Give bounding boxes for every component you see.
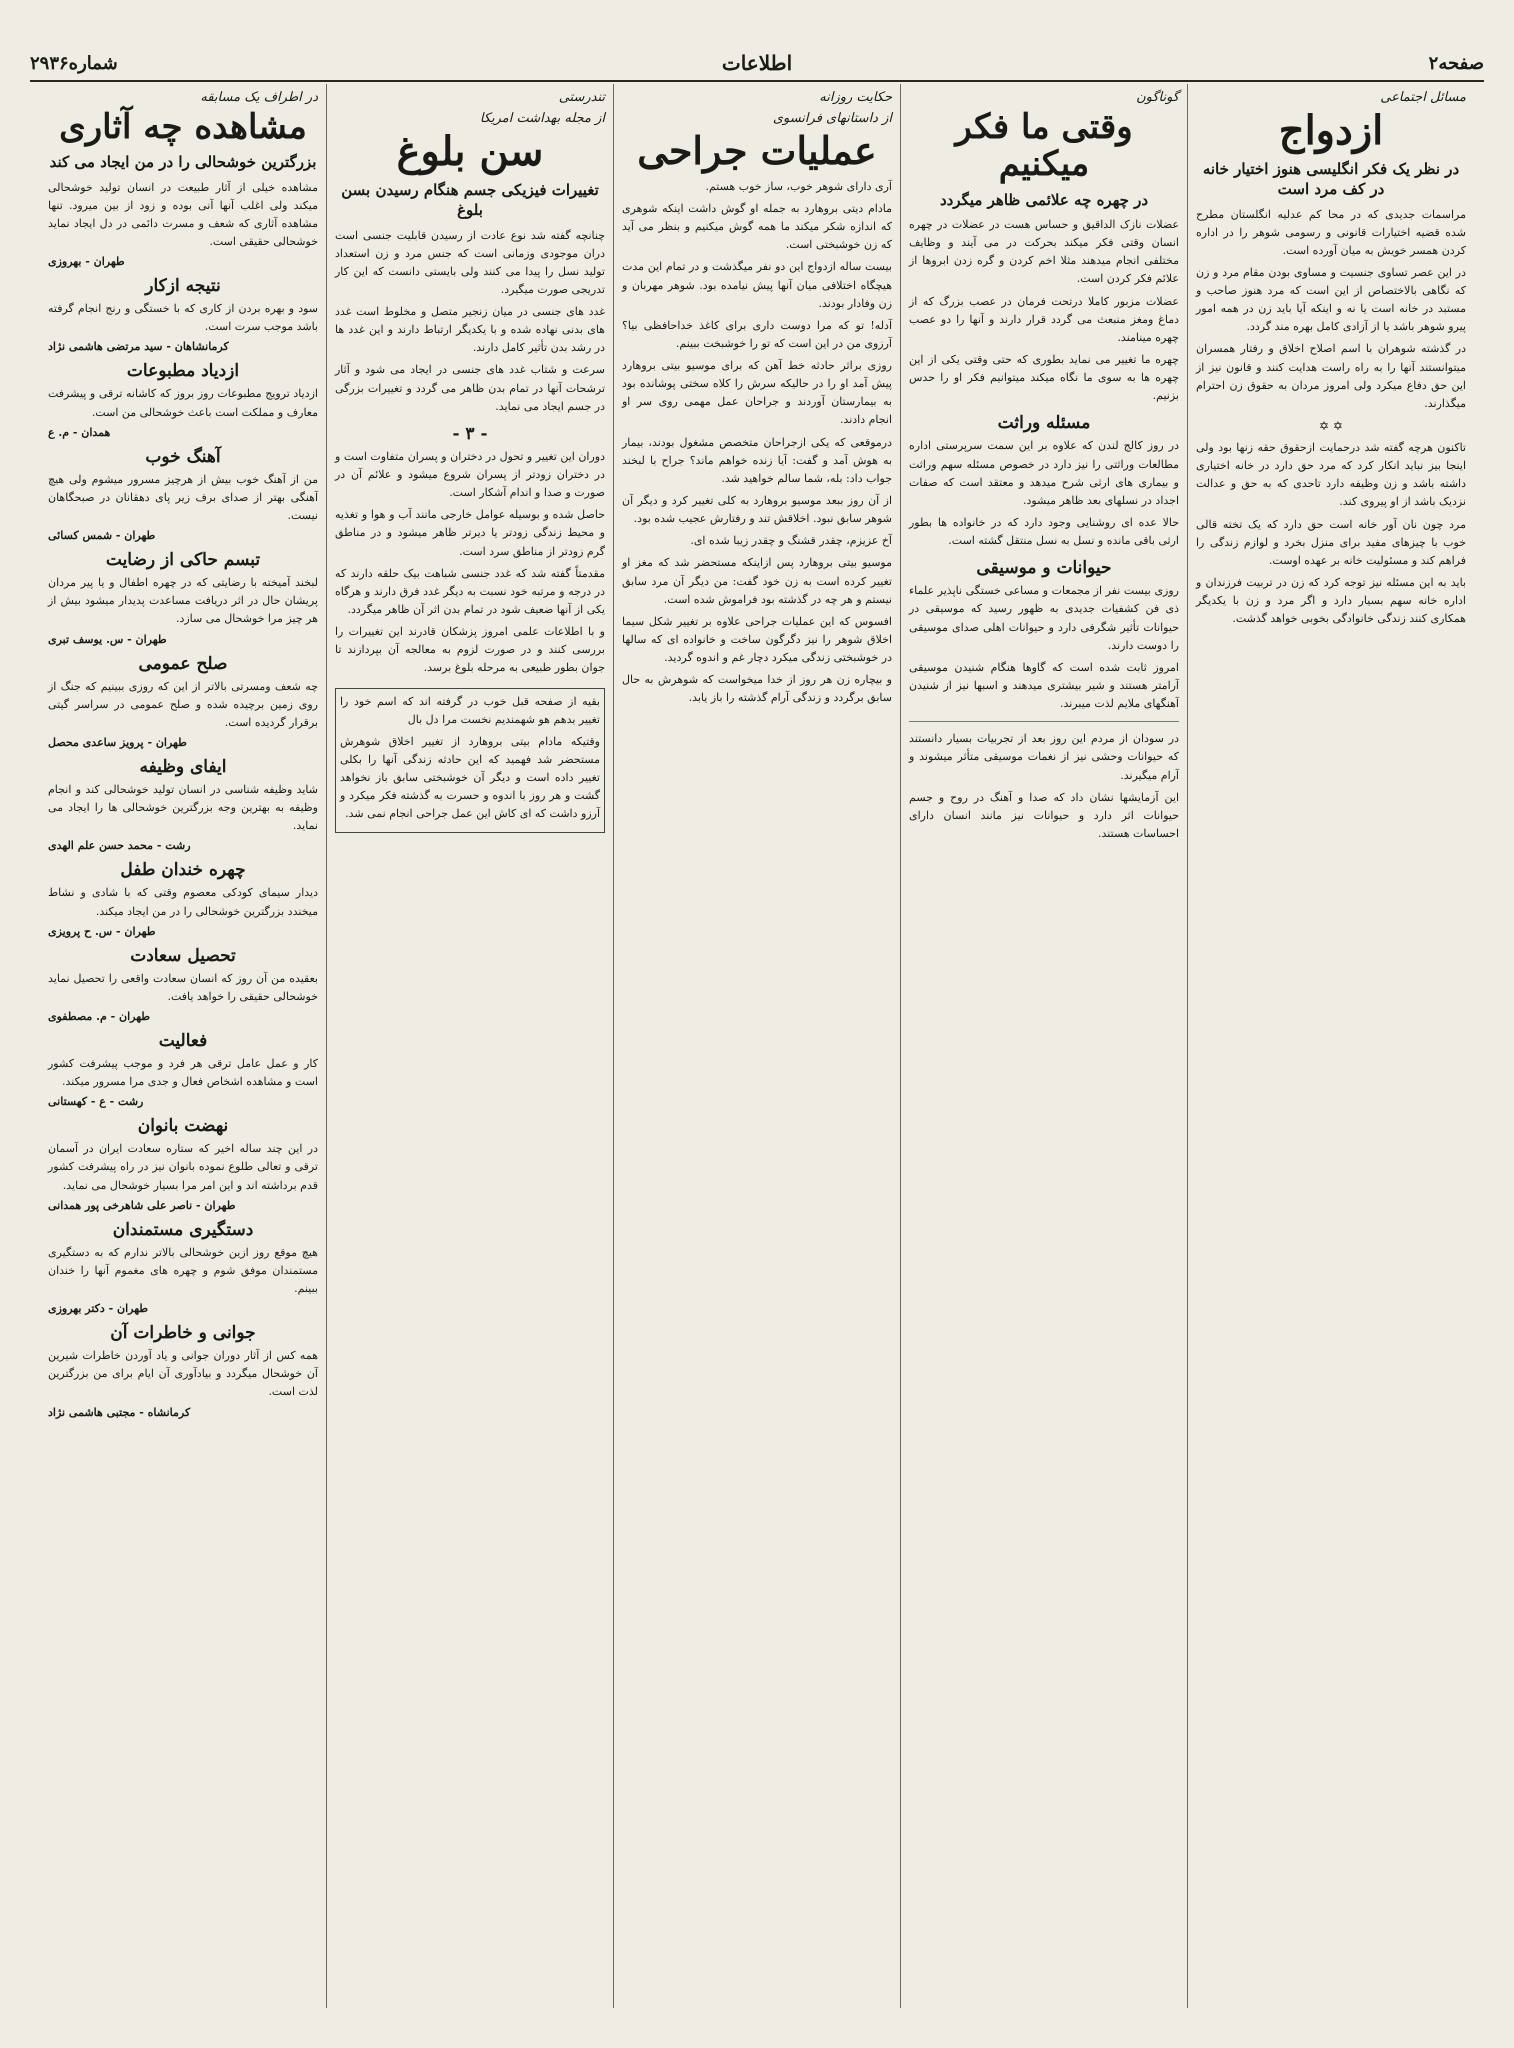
paragraph: افسوس که این عملیات جراحی علاوه بر تغییر شکل سیما اخلاق شوهر را نیز دگرگون ساخت و خانواده ای که سالها در خوشبختی زندگی میکرد دچار غم و اندوه گردید. (622, 614, 892, 665)
paragraph: روزی بیست نفر از مجمعات و مساعی خستگی ناپذیر علماء ذی فن کشفیات جدیدی به ظهور رسید که موسیقی در حیوانات تأثیر شگرفی دارد و حیوانات اهلی صدای موسیقی را دوست دارند. (909, 584, 1179, 652)
paragraph: امروز ثابت شده است که گاوها هنگام شنیدن موسیقی آرامتر هستند و شیر بیشتری میدهند و اسبها نیز از شنیدن آهنگهای ملایم لذت میبرند. (909, 660, 1179, 711)
paragraph: چهره ما تغییر می نماید بطوری که حتی وقتی یکی از این چهره ها به سوی ما نگاه میکند میتوانیم فکر او را حدس بزنیم. (909, 353, 1179, 403)
signature: همدان - م. ع (48, 425, 111, 439)
paragraph: در سودان از مردم این روز بعد از تجربیات بسیار دانستند که حیوانات وحشی نیز از نغمات موسیقی متأثر میشوند و آرام میگیرند. (909, 732, 1179, 782)
section-heading: تحصیل سعادت (130, 945, 236, 966)
part-number: - ۳ - (452, 423, 488, 444)
section-kicker: تندرستی (558, 90, 605, 105)
column-surgery (613, 84, 900, 2008)
article-subtitle: تغییرات فیزیکی جسم هنگام رسیدن بسن بلوغ (341, 181, 599, 220)
paragraph: این آزمایشها نشان داد که صدا و آهنگ در روح و جسم حیوانات اثر دارد و حیوانات نیز مانند انسان دارای احساسات هستند. (909, 790, 1179, 840)
section-heading: ازدیاد مطبوعات (126, 361, 240, 382)
article-title: سن بلوغ (396, 128, 544, 175)
paragraph: درموقعی که یکی ازجراحان متخصص مشغول بودند، بیمار به هوش آمد و گفت: آیا زنده خواهم ماند؟ جراح با لبخند جواب داد: بله، شما سالم خواهید شد. (622, 435, 892, 485)
page-header (30, 46, 1484, 82)
section-heading: جوانی و خاطرات آن (110, 1323, 256, 1344)
paragraph: مشاهده خیلی از آثار طبیعت در انسان تولید خوشحالی میکند ولی اغلب آنها آنی بوده و زود از بین میرود. تنها مشاهده آثاری که شعف و مسرت دائمی در دل ایجاد نماید خوشحالی حقیقی است. (48, 180, 318, 249)
paragraph: شاید وظیفه شناسی در انسان تولید خوشحالی کند و انجام وظیفه به بهترین وجه بزرگترین خوشحالی ها را ایجاد می نماید. (48, 783, 318, 833)
article-title: وقتی ما فکر میکنیم (955, 107, 1133, 185)
paragraph: همه کس از آثار دوران جوانی و یاد آوردن خاطرات شیرین آن خوشحال میگردد و بیادآوری آن ایام برای من بزرگترین لذت است. (48, 1349, 318, 1399)
section-heading: دستگیری مستمندان (112, 1219, 254, 1240)
article-subtitle: در نظر یک فکر انگلیسی هنوز اختیار خانه در کف مرد است (1202, 160, 1460, 199)
paragraph: حالا عده ای روشنایی وجود دارد که در خانواده ها بطور ارثی باقی مانده و نسل به نسل منتقل گشته است. (909, 516, 1179, 548)
paragraph: دیدار سیمای کودکی معصوم وقتی که با شادی و نشاط میخندد بزرگترین خوشحالی را در من ایجاد میکند. (48, 886, 318, 918)
article-title: مشاهده چه آثاری (59, 107, 307, 147)
signature: طهران - بهروزی (48, 255, 125, 269)
signature: طهران - پرویز ساعدی محصل (48, 736, 187, 750)
paragraph: و با اطلاعات علمی امروز پزشکان قادرند این تغییرات را بررسی کنند و در صورت لزوم به معالجه آن بپردازند تا جوان بطور طبیعی به مرحله بلوغ برسد. (335, 625, 605, 675)
signature: طهران - دکتر بهروزی (48, 1302, 149, 1316)
column-thinking (900, 84, 1187, 2008)
paragraph: چه شعف ومسرتی بالاتر از این که روزی ببینیم که جنگ از روی زمین برچیده شده و صلح عمومی در سراسر گیتی برقرار گردیده است. (48, 679, 318, 729)
paragraph: مرد چون نان آور خانه است حق دارد که یک تخته قالی خوب با چیزهای مفید برای منزل بخرد و لوازم زندگی را فراهم کند و مسئولیت خانه بر عهده اوست. (1196, 517, 1466, 567)
section-heading: ایفای وظیفه (139, 757, 227, 778)
page-number: صفحه۲ (1428, 52, 1484, 74)
signature: طهران - شمس کسائی (48, 529, 156, 543)
paragraph: عضلات نازک الداقیق و حساس هست در عضلات در چهره انسان وقتی فکر میکند بحرکت در می آیند و وظایف مختلفی انجام میدهند مثلا اخم کردن و گره زدن ابروها از علائم فکر کردن است. (909, 218, 1179, 286)
paragraph: بقیه از صفحه قبل خوب در گرفته اند که اسم خود را تغییر بدهم هو شهمندیم نخست مرا دل بال (340, 694, 600, 726)
section-heading: آهنگ خوب (145, 446, 221, 467)
paragraph: روزی براثر حادثه خط آهن که برای موسیو بیتی بروهارد پیش آمد او را در حالیکه سرش را کلاه سختی پوشانده بود به بیمارستان آوردند و جراحان عمل مهمی روی سر او انجام دادند. (622, 359, 892, 427)
separator-stars: ✡ ✡ (1319, 419, 1343, 434)
section-source: از مجله بهداشت امریکا (479, 111, 605, 126)
paragraph: بعقیده من آن روز که انسان سعادت واقعی را تحصیل نماید خوشحالی حقیقی را خواهد یافت. (48, 971, 318, 1003)
signature: رشت - ع - کهستانی (48, 1095, 144, 1109)
paragraph: آری دارای شوهر خوب، ساز خوب هستم. (705, 179, 892, 193)
section-heading: مسئله وراثت (997, 413, 1091, 434)
paragraph: تاکنون هرچه گفته شد درحمایت ازحقوق حقه زنها بود ولی اینجا بیز نباید انکار کرد که مرد حق دارد در خانه اختیاری داشته باشد و زن وظیفه دارد تاحدی که به حق و عدالت نزدیک باشد از او پیروی کند. (1196, 441, 1466, 509)
paragraph: موسیو بیتی بروهارد پس ازاینکه مستحضر شد که مغز او تغییر کرده است به زن خود گفت: من دیگر آن مرد سابق نیستم و هر چه در گذشته بود فراموش شده است. (622, 556, 892, 606)
column-puberty (326, 84, 613, 2008)
section-heading: نتیجه ازکار (145, 276, 221, 297)
paragraph: باید به این مسئله نیز توجه کرد که زن در تربیت فرزندان و اداره خانه سهم بسیار دارد و اگر مرد و زن با یکدیگر همکاری کنند زندگی خانوادگی بخوبی خواهد گذشت. (1196, 576, 1466, 626)
paragraph: در این عصر تساوی جنسیت و مساوی بودن مقام مرد و زن که نگاهی بالاختصاص از این است که مرد هنوز صاحب و مستبد در خانه است یا نه و اینکه آیا باید زن در همه امور پیرو شوهر باشد یا از آزادی کامل بهره مند گردد. (1196, 265, 1466, 334)
paragraph: غدد های جنسی در میان زنجیر متصل و مخلوط است غدد های بدنی نهاده شده و با یکدیگر ارتباط دارند و این غدد ها در رشد بدن تأثیر کامل دارند. (335, 305, 605, 355)
issue-number: شماره۲۹۳۶ (30, 52, 118, 74)
article-subtitle: بزرگترین خوشحالی را در من ایجاد می کند (49, 153, 317, 172)
paragraph: در گذشته شوهران با اسم اصلاح اخلاق و رفتار همسران میتوانستند آنها را به راه راست هدایت کنند و قانون نیز از این حق دفاع میکرد ولی امروز مردان به حقوق زن احترام میگذارند. (1196, 342, 1466, 410)
section-heading: فعالیت (158, 1031, 208, 1052)
signature: طهران - م. مصطفوی (48, 1010, 151, 1024)
paragraph: بیست ساله ازدواج این دو نفر میگذشت و در تمام این مدت هیچگاه اختلافی میان آنها پیش نیامده بود. شوهر مهربان و زن وفادار بودند. (622, 260, 892, 310)
signature: کرمانشاهان - سید مرتضی هاشمی نژاد (48, 340, 229, 354)
paragraph: از آن روز ببعد موسیو بروهارد به کلی تغییر کرد و دیگر آن شوهر سابق نبود. اخلاقش تند و رفتارش عجیب شده بود. (622, 494, 892, 526)
paragraph: هیچ موقع روز ازین خوشحالی بالاتر ندارم که به دستگیری مستمندان موفق شوم و چهره های مغموم آنها را خندان ببینم. (48, 1245, 318, 1295)
paragraph: در این چند ساله اخیر که ستاره سعادت ایران در آسمان ترقی و تعالی طلوع نموده بانوان نیز در راه پیشرفت کشور قدم برداشته اند و این امر مرا بسیار خوشحال می نماید. (48, 1142, 318, 1192)
section-kicker: در اطراف یک مسابقه (200, 90, 318, 105)
article-title: ازدواج (1278, 107, 1384, 154)
paragraph: مراسمات جدیدی که در محا کم عدلیه انگلستان مطرح شده قضیه اختیارات قانونی و رسومی شوهر را در اداره کردن همسر خویش به میان آورده است. (1196, 207, 1466, 257)
paragraph: سود و بهره بردن از کاری که با خستگی و رنج انجام گرفته باشد موجب سرت است. (48, 302, 318, 334)
paragraph: مادام دیتی بروهارد به جمله او گوش داشت اینکه شوهری که اندازه شکر میکند ما همه گوش میکنیم و بنظر می آید که زن خوشبختی است. (622, 201, 892, 252)
article-subtitle: در چهره چه علائمی ظاهر میگردد (939, 190, 1149, 209)
section-kicker: حکایت روزانه (819, 90, 892, 105)
paragraph: لبخند آمیخته با رضایتی که در چهره اطفال و یا پیر مردان پریشان حال در اثر دریافت مساعدت پدیدار میشود بیش از هر چیز مرا خوشحال می سازد. (48, 576, 318, 626)
paragraph: آخ عزیزم، چقدر قشنگ و چقدر زیبا شده ای. (690, 534, 892, 548)
paragraph: آدله! تو که مرا دوست داری برای کاغذ خداحافظی بیا؟ آرزوی من در این است که تو را خوشبخت ببینم. (622, 318, 892, 350)
section-heading: نهضت بانوان (137, 1116, 229, 1137)
paragraph: من از آهنگ خوب بیش از هرچیز مسرور میشوم ولی هیچ آهنگی بهتر از صدای برف زیر پای دهقانان در صبحگاهان نیست. (48, 472, 318, 523)
signature: طهران - س. ح پرویزی (48, 924, 156, 938)
paragraph: وقتیکه مادام بیتی بروهارد از تغییر اخلاق شوهرش مستحضر شد فهمید که این حادثه زندگی آنها را بکلی تغییر داده است و دیگر آن خوشبختی سابق باز نخواهد گشت و هر روز با اندوه و حسرت به گذشته فکر میکرد و آرزو داشت که ای کاش این عمل جراحی انجام نمی شد. (340, 734, 600, 821)
paragraph: و بیچاره زن هر روز از خدا میخواست که شوهرش به حال سابق برگردد و زندگی آرام گذشته را باز یابد. (622, 673, 892, 705)
section-heading: حیوانات و موسیقی (976, 558, 1112, 579)
paragraph: سرعت و شتاب غدد های جنسی در ایجاد می شود و آثار ترشحات آنها در تمام بدن ظاهر می گردد و تغییرات بزرگی در جسم ایجاد می نماید. (335, 363, 605, 413)
paragraph: دوران این تغییر و تحول در دختران و پسران متفاوت است و در دختران زودتر از پسران شروع میشود و علائم آن در صورت و صدا و اندام آشکار است. (335, 449, 605, 500)
signature: کرمانشاه - مجتبی هاشمی نژاد (48, 1405, 191, 1419)
article-title: عملیات جراحی (637, 128, 877, 173)
paragraph: حاصل شده و بوسیله عوامل خارجی مانند آب و هوا و تغذیه و محیط زندگی زودتر یا دیرتر ظاهر میشود و در مناطق گرم زودتر از مناطق سرد است. (335, 508, 605, 558)
column-contest (40, 84, 326, 2008)
section-kicker: گوناگون (1136, 90, 1179, 105)
section-kicker: مسائل اجتماعی (1380, 90, 1466, 105)
section-source: از داستانهای فرانسوی (772, 111, 892, 126)
section-heading: تبسم حاکی از رضایت (105, 550, 261, 571)
paragraph: عضلات مزبور کاملا درتحت فرمان در عصب بزرگ که از دماغ ومغز منبعث می گردد قرار دارند و آنها را دو عصب چهره مینامند. (909, 294, 1179, 344)
paragraph: مقدمتاً گفته شد که غدد جنسی شباهت بیک حلقه دارند که در درجه و مرتبه خود نسبت به دیگر غدد فرق دارند و هرگاه یکی از آنها ضعیف شود در تمام بدن اثر آن ظاهر میگردد. (335, 566, 605, 617)
section-heading: صلح عمومی (138, 653, 228, 674)
paragraph: در روز کالج لندن که علاوه بر این سمت سرپرستی اداره مطالعات وراثتی را نیز دارد در خصوص مسئله سهم وراثت و بیماری های ارثی شرح میدهد و معتقد است که صفات اجداد در نسلهای بعد ظاهر میشود. (909, 439, 1179, 507)
paragraph: ازدیاد ترویج مطبوعات روز بروز که کاشانه ترقی و پیشرفت معارف و مملکت است باعث خوشحالی من است. (48, 387, 318, 419)
column-marriage (1187, 84, 1474, 2008)
signature: رشت - محمد حسن علم الهدی (48, 839, 191, 853)
section-heading: چهره خندان طفل (120, 860, 246, 881)
continued-box (335, 688, 605, 833)
paragraph: کار و عمل عامل ترقی هر فرد و موجب پیشرفت کشور است و مشاهده اشخاص فعال و جدی مرا مسرور میکند. (48, 1057, 318, 1089)
divider (909, 721, 1179, 722)
signature: طهران - ناصر علی شاهرخی پور همدانی (48, 1198, 236, 1212)
paragraph: چنانچه گفته شد نوع عادت از رسیدن قابلیت جنسی است دران موجودی وزمانی است که جنس مرد و زن استعداد تولید نسل را پیدا می کنند ولی بایستی دانست که این کار تدریجی صورت میگیرد. (335, 228, 605, 296)
columns (40, 84, 1474, 2008)
newspaper-name: اطلاعات (721, 51, 793, 75)
signature: طهران - س. یوسف تبری (48, 632, 167, 646)
